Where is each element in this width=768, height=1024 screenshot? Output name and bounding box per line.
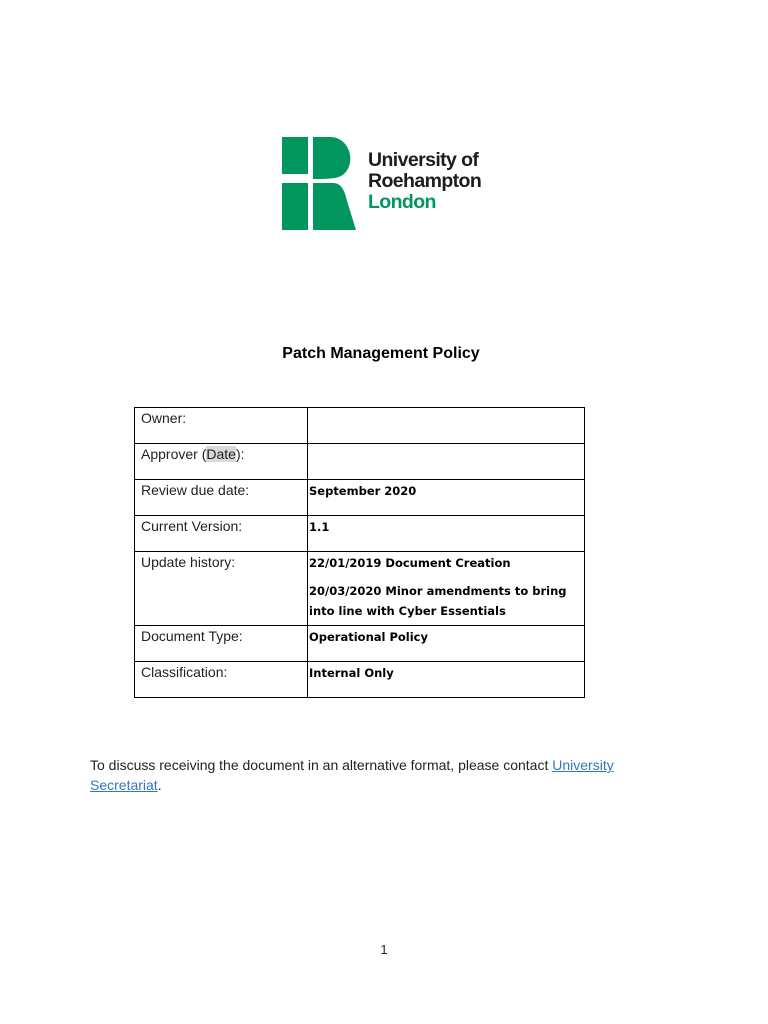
approver-label bbox=[135, 444, 308, 480]
logo-wordmark bbox=[368, 150, 481, 213]
table-row-version bbox=[135, 516, 585, 552]
contact-text: To discuss receiving the document in an alternative format, please contact bbox=[90, 757, 553, 773]
roehampton-r-icon bbox=[280, 134, 364, 232]
review-value: September 2020 bbox=[308, 480, 585, 516]
contact-paragraph bbox=[90, 755, 680, 795]
university-logo bbox=[280, 134, 510, 234]
document-details-table bbox=[134, 407, 585, 698]
version-value: 1.1 bbox=[308, 516, 585, 552]
logo-line-1: University of bbox=[368, 149, 479, 171]
history-entry-2: 20/03/2020 Minor amendments to bring into line with Cyber Essentials bbox=[309, 584, 567, 618]
table-row-history bbox=[135, 552, 585, 626]
logo-line-3: London bbox=[368, 191, 436, 213]
history-value bbox=[308, 552, 585, 626]
table-row-doctype bbox=[135, 626, 585, 662]
university-secretariat-link[interactable]: University Secretariat bbox=[90, 757, 614, 793]
review-label: Review due date: bbox=[135, 480, 308, 516]
logo-line-2: Roehampton bbox=[368, 170, 482, 192]
page-number: 1 bbox=[380, 942, 388, 957]
approver-label-prefix: Approver ( bbox=[141, 446, 207, 462]
version-label: Current Version: bbox=[135, 516, 308, 552]
history-entry-1: 22/01/2019 Document Creation bbox=[309, 556, 511, 570]
classification-label: Classification: bbox=[135, 662, 308, 698]
document-title: Patch Management Policy bbox=[282, 345, 480, 362]
history-label: Update history: bbox=[135, 552, 308, 626]
table-row-approver bbox=[135, 444, 585, 480]
table-row-owner bbox=[135, 408, 585, 444]
table-row-review bbox=[135, 480, 585, 516]
table-row-classification bbox=[135, 662, 585, 698]
doctype-label: Document Type: bbox=[135, 626, 308, 662]
approver-label-suffix: ): bbox=[235, 446, 245, 462]
owner-label: Owner: bbox=[135, 408, 308, 444]
doctype-value: Operational Policy bbox=[308, 626, 585, 662]
approver-value bbox=[308, 444, 585, 480]
contact-suffix: . bbox=[157, 777, 162, 793]
owner-value bbox=[308, 408, 585, 444]
approver-label-date: Date bbox=[206, 446, 236, 462]
classification-value: Internal Only bbox=[308, 662, 585, 698]
